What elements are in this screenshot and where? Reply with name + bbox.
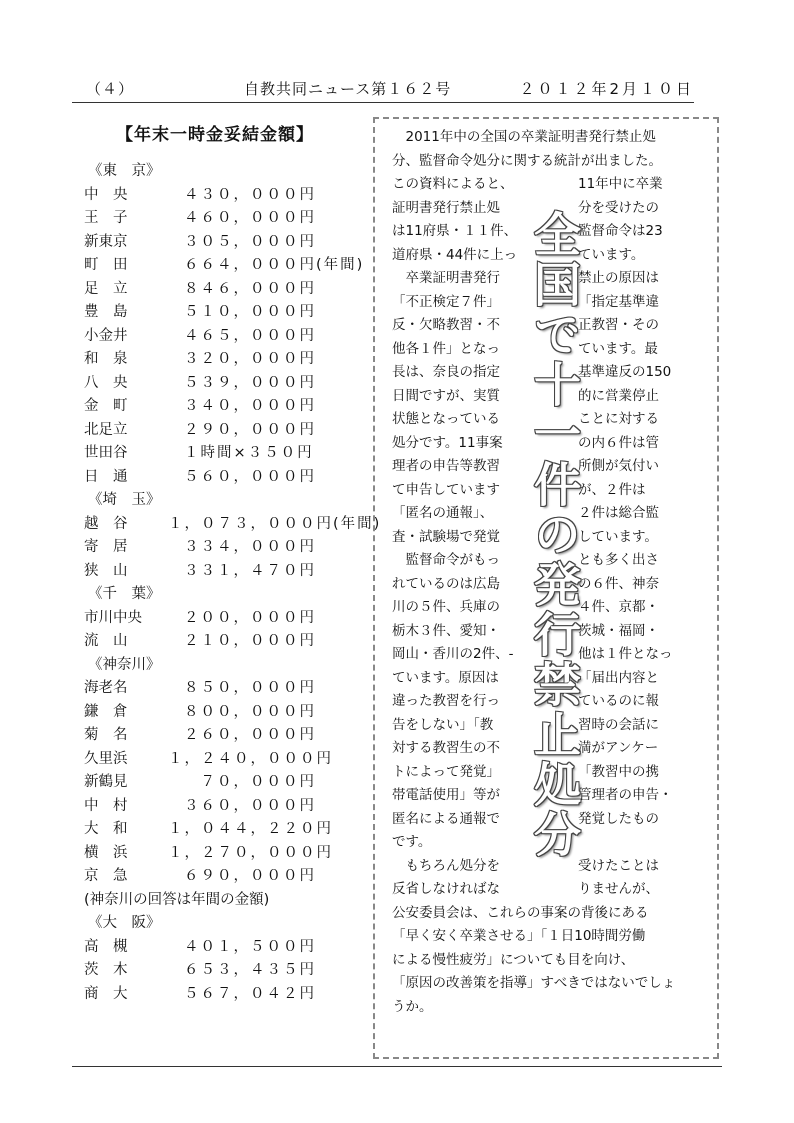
article-text-right: 正教習・その — [578, 317, 659, 333]
article-text-left: 栃木３件、愛知・ — [392, 622, 500, 639]
school-name: 町 田 — [84, 257, 128, 273]
settlement-amount: ４３０，０００円 — [184, 186, 316, 203]
settlement-amount: ６６４，０００円(年間) — [184, 257, 365, 273]
settlement-amount: ２９０，０００円 — [184, 421, 316, 438]
school-name: 八 央 — [84, 374, 128, 391]
settlement-amount: ３２０，０００円 — [184, 351, 316, 367]
school-name: 狭 山 — [84, 562, 128, 579]
article-text: 公安委員会は、これらの事案の背後にある — [392, 904, 649, 921]
school-name: 市川中央 — [84, 609, 142, 626]
article-text-left: この資料によると、 — [392, 176, 514, 192]
school-name: 新鶴見 — [84, 774, 128, 790]
article-text-left: 告をしない」「教 — [392, 716, 494, 733]
article-text-right: が、２件は — [578, 481, 646, 498]
article-text-left: れているのは広島 — [392, 575, 500, 592]
settlement-amount: ６９０，０００円 — [184, 868, 316, 884]
settlement-amount: ５６０，０００円 — [184, 468, 316, 485]
article-text-right: 基準違反の150 — [578, 364, 672, 380]
section-title: 【年末一時金妥結金額】 — [116, 125, 314, 145]
article-text-right: ています。最 — [578, 340, 658, 357]
settlement-amount: ５３９，０００円 — [184, 374, 316, 391]
settlement-amount: ７０，０００円 — [184, 774, 316, 790]
article-line — [392, 972, 702, 996]
article-text: うか。 — [392, 998, 433, 1015]
article-text-right: 発覚したもの — [578, 810, 659, 827]
settlement-amount: １，２７０，０００円 — [168, 844, 333, 861]
school-name: 高 槻 — [84, 938, 128, 955]
article-text-left: 査・試験場で発覚 — [392, 528, 500, 545]
page-number: （４） — [86, 80, 135, 98]
article-text: 「原因の改善策を指導」すべきではないでしょ — [392, 975, 676, 991]
article-line — [392, 902, 702, 926]
school-name: 新東京 — [84, 233, 128, 250]
article-line — [392, 126, 702, 150]
article-text-right: ２件は総合監 — [578, 505, 659, 521]
settlement-amount: １，０４４，２２０円 — [168, 821, 333, 837]
article-text-left: 帯電話使用」等が — [392, 787, 500, 803]
article-text-left: 卒業証明書発行 — [392, 270, 500, 286]
article-text-right: 的に営業停止 — [578, 387, 659, 404]
school-name: 和 泉 — [84, 351, 128, 367]
school-name: 中 村 — [84, 797, 128, 814]
footer-rule — [72, 1066, 722, 1067]
article-text-right: 「指定基準違 — [578, 293, 659, 310]
article-text: 「早く安く卒業させる」「１日10時間労働 — [392, 928, 646, 944]
settlement-amount: ３３４，０００円 — [184, 539, 316, 555]
article-text-left: 日間ですが、実質 — [392, 387, 500, 404]
article-text-right: 他は１件となっ — [578, 646, 673, 662]
article-line — [392, 173, 702, 197]
article-vertical-title: 全国で十一件の発行禁止処分 — [526, 210, 581, 860]
school-name: 小金井 — [84, 327, 128, 344]
school-name: 鎌 倉 — [84, 703, 128, 720]
issue-date: ２０１２年2月１０日 — [519, 80, 694, 98]
school-name: 王 子 — [84, 210, 128, 226]
settlement-amount: １，０７３，０００円(年間) — [168, 515, 382, 532]
article-text-left: て申告しています — [392, 481, 500, 498]
newsletter-title: 自教共同ニュース第１６２号 — [244, 80, 452, 98]
article-text-right: 所側が気付い — [578, 458, 659, 474]
article-text-left: 「匿名の通報」、 — [392, 505, 494, 521]
school-name: 菊 名 — [84, 727, 128, 743]
article-text-left: 証明書発行禁止処 — [392, 199, 500, 216]
article-text-right: りませんが、 — [578, 881, 659, 897]
article-text-left: です。 — [392, 834, 432, 850]
settlement-amount: １，２４０，０００円 — [168, 750, 333, 767]
article-text-left: トによって発覚」 — [392, 763, 500, 780]
settlement-amount: ６５３，４３５円 — [184, 962, 316, 978]
settlement-amount: ８４６，０００円 — [184, 280, 316, 297]
label-text: (神奈川の回答は年間の金額) — [84, 891, 270, 908]
article-text-right: ４件、京都・ — [578, 599, 659, 615]
article-text-left: 川の５件、兵庫の — [392, 599, 500, 615]
article-text-right: 禁止の原因は — [578, 270, 659, 286]
settlement-amount: ５１０，０００円 — [184, 304, 316, 320]
school-name: 海老名 — [84, 680, 128, 696]
article-text-left: 他各１件」となっ — [392, 340, 500, 357]
school-name: 世田谷 — [84, 445, 128, 461]
school-name: 茨 木 — [84, 962, 128, 978]
article-text-left: 処分です。11事案 — [392, 434, 503, 451]
article-line — [392, 996, 702, 1020]
school-name: 久里浜 — [84, 750, 128, 767]
article-text-left: 違った教習を行っ — [392, 693, 500, 709]
article-text-right: 分を受けたの — [578, 199, 659, 216]
article-text-left: 反省しなければな — [392, 881, 500, 897]
school-name: 豊 島 — [84, 304, 128, 320]
article-text-left: 監督命令がもっ — [392, 552, 500, 568]
settlement-amount: ４６５，０００円 — [184, 327, 316, 344]
article-text-left: もちろん処分を — [392, 857, 500, 874]
school-name: 大 和 — [84, 821, 128, 837]
label-text: 《千 葉》 — [88, 586, 161, 602]
article-text: 分、監督命令処分に関する統計が出ました。 — [392, 152, 662, 169]
article-text-right: とも多く出さ — [578, 552, 659, 568]
settlement-amount: ２１０，０００円 — [184, 633, 316, 649]
article-text-right: ているのに報 — [578, 693, 659, 709]
settlement-amount: ３６０，０００円 — [184, 797, 316, 814]
school-name: 流 山 — [84, 633, 128, 649]
settlement-amount: ８５０，０００円 — [184, 680, 316, 696]
article-text-right: 「教習中の携 — [578, 763, 659, 780]
article-text-right: の内６件は管 — [578, 434, 659, 451]
article-text-left: 道府県・44件に上っ — [392, 246, 518, 263]
article-text-right: 満がアンケー — [578, 740, 659, 756]
article-text-right: 茨城・福岡・ — [578, 622, 659, 639]
article-text-left: 長は、奈良の指定 — [392, 364, 500, 380]
settlement-amount: ８００，０００円 — [184, 703, 316, 720]
article-text-right: 「届出内容と — [578, 669, 659, 686]
settlement-amount: ２００，０００円 — [184, 609, 316, 626]
label-text: 《神奈川》 — [88, 656, 161, 673]
article-text-right: しています。 — [578, 528, 658, 545]
article-text: による慢性疲労」についても目を向け、 — [392, 951, 635, 968]
article-text-right: の６件、神奈 — [578, 575, 659, 592]
article-text-left: 匿名による通報で — [392, 810, 500, 827]
settlement-amount: ３０５，０００円 — [184, 233, 316, 250]
article-text-right: 受けたことは — [578, 857, 659, 874]
article-text: 2011年中の全国の卒業証明書発行禁止処 — [392, 129, 656, 145]
settlement-amount: ４６０，０００円 — [184, 210, 316, 226]
school-name: 横 浜 — [84, 844, 128, 861]
settlement-amount: ３４０，０００円 — [184, 398, 316, 414]
article-line — [392, 949, 702, 973]
article-text-left: 「不正検定７件」 — [392, 293, 500, 310]
article-text-right: 11年中に卒業 — [578, 176, 663, 192]
school-name: 越 谷 — [84, 515, 128, 532]
article-text-left: 対する教習生の不 — [392, 740, 500, 756]
article-text-left: 岡山・香川の2件、- — [392, 646, 514, 662]
article-text-left: 反・欠略教習・不 — [392, 317, 500, 333]
school-name: 足 立 — [84, 280, 128, 297]
school-name: 商 大 — [84, 985, 128, 1002]
label-text: 《大 阪》 — [88, 915, 161, 931]
article-text-right: 管理者の申告・ — [578, 787, 673, 803]
article-text-left: 状態となっている — [392, 411, 500, 427]
school-name: 中 央 — [84, 186, 128, 203]
article-text-right: 監督命令は23 — [578, 223, 663, 239]
settlement-amount: ５６７，０４２円 — [184, 985, 316, 1002]
article-line — [392, 878, 702, 902]
article-text-right: 習時の会話に — [578, 716, 659, 733]
article-text-left: 理者の申告等教習 — [392, 458, 500, 474]
article-text-left: ています。原因は — [392, 669, 499, 686]
school-name: 北足立 — [84, 421, 128, 438]
school-name: 日 通 — [84, 468, 128, 485]
article-line — [392, 150, 702, 174]
label-text: 《東 京》 — [88, 163, 161, 179]
page-header — [72, 74, 694, 102]
article-text-right: ことに対する — [578, 411, 659, 427]
settlement-amount: ３３１，４７０円 — [184, 562, 316, 579]
school-name: 金 町 — [84, 398, 128, 414]
label-text: 《埼 玉》 — [88, 492, 161, 508]
header-rule — [72, 102, 694, 103]
school-name: 寄 居 — [84, 539, 128, 555]
school-name: 京 急 — [84, 868, 128, 884]
settlement-amount: １時間×３５０円 — [184, 445, 314, 461]
article-text-right: ています。 — [578, 246, 645, 263]
settlement-amount: ２６０，０００円 — [184, 727, 316, 743]
article-text-left: は11府県・１１件、 — [392, 223, 518, 239]
settlement-amount: ４０１，５００円 — [184, 938, 316, 955]
article-line — [392, 925, 702, 949]
